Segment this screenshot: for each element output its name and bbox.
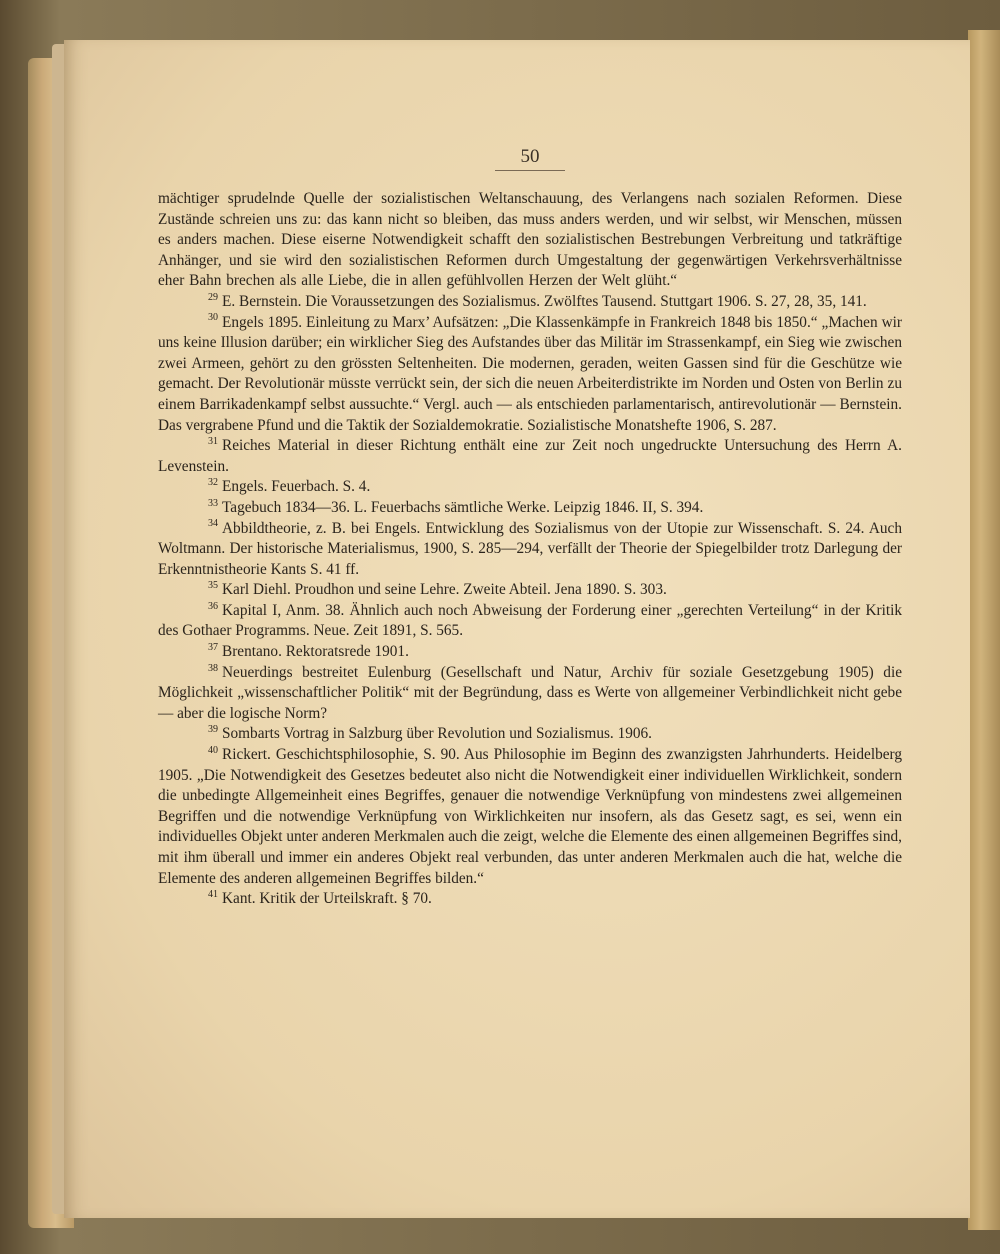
footnote-text: Kapital I, Anm. 38. Ähnlich auch noch Abweisung der Forderung einer „gerechten Verteilung“ in der Kritik des Gothaer Programms. Neue. Zeit 1891, S. 565. (158, 601, 902, 640)
footnote-number: 38 (208, 662, 218, 674)
footnote-number: 33 (208, 497, 218, 509)
footnote-41 (158, 889, 902, 910)
footnote-31 (158, 436, 902, 477)
footnote-text: E. Bernstein. Die Voraussetzungen des Sozialismus. Zwölftes Tausend. Stuttgart 1906. S. 27, 28, 35, 141. (222, 292, 867, 310)
footnote-number: 32 (208, 477, 218, 489)
footnote-text: Sombarts Vortrag in Salzburg über Revolution und Sozialismus. 1906. (222, 725, 652, 743)
footnote-29 (158, 292, 902, 313)
footnote-33 (158, 498, 902, 519)
footnote-text: Kant. Kritik der Urteilskraft. § 70. (222, 890, 432, 908)
footnote-32 (158, 477, 902, 498)
footnote-number: 35 (208, 580, 218, 592)
footnote-37 (158, 642, 902, 663)
footnote-number: 40 (208, 744, 218, 756)
footnote-number: 34 (208, 518, 218, 530)
footnote-number: 31 (208, 436, 218, 448)
footnote-40 (158, 745, 902, 889)
footnote-text: Reiches Material in dieser Richtung enthält eine zur Zeit noch ungedruckte Untersuchung des Herrn A. Levenstein. (158, 437, 902, 475)
page-number-rule (495, 170, 565, 171)
continuation-paragraph: mächtiger sprudelnde Quelle der sozialistischen Weltanschauung, des Verlangens nach sozialen Reformen. Diese Zustände schreien uns zu: das kann nicht so bleiben, das muss anders werden, und wir selbst, wir Menschen, müssen es anders machen. Diese eiserne Notwendigkeit schafft den sozialistischen Bestrebungen Verbreitung und tatkräftige Anhänger, und sie wird den sozialistischen Reformen durch Umgestaltung der gegenwärtigen Verkehrsverhältnisse eher Bahn brechen als alle Liebe, die in allen gefühlvollen Herzen der Welt glüht.“ (158, 190, 902, 290)
footnote-number: 36 (208, 600, 218, 612)
footnote-text: Engels. Feuerbach. S. 4. (222, 478, 371, 496)
footnote-number: 30 (208, 312, 218, 324)
text-block (158, 60, 902, 910)
footnote-text: Neuerdings bestreitet Eulenburg (Gesellschaft und Natur, Archiv für soziale Gesetzgebung 1905) die Möglichkeit „wissenschaftlicher Politik“ mit der Begründung, dass es Werte von allgemeiner Verbindlichkeit nicht gebe — aber die logische Norm? (158, 663, 902, 722)
footnote-39 (158, 724, 902, 745)
footnote-38 (158, 663, 902, 725)
footnote-number: 39 (208, 724, 218, 736)
footnote-35 (158, 580, 902, 601)
footnote-number: 41 (208, 889, 218, 901)
footnote-30 (158, 313, 902, 437)
footnote-text: Karl Diehl. Proudhon und seine Lehre. Zweite Abteil. Jena 1890. S. 303. (222, 581, 667, 599)
page-number: 50 (520, 146, 540, 167)
footnote-text: Abbildtheorie, z. B. bei Engels. Entwicklung des Sozialismus von der Utopie zur Wissenschaft. S. 24. Auch Woltmann. Der historische Materialismus, 1900, S. 285—294, verfällt der Theorie der Spiegelbilder trotz Darlegung der Erkenntnistheorie Kants S. 41 ff. (158, 519, 902, 578)
footnote-number: 37 (208, 641, 218, 653)
facing-page-edge (968, 30, 1000, 1230)
footnote-text: Tagebuch 1834—36. L. Feuerbachs sämtliche Werke. Leipzig 1846. II, S. 394. (222, 498, 704, 516)
footnote-text: Engels 1895. Einleitung zu Marx’ Aufsätzen: „Die Klassenkämpfe in Frankreich 1848 bis 1850.“ „Machen wir uns keine Illusion darüber; ein wirklicher Sieg des Aufstandes über das Militär im Strassenkampf, ein Sieg wie zwischen zwei Armeen, gehört zu den grössten Seltenheiten. Die modernen, geraden, weiten Gassen sind für die Geschütze wie gemacht. Der Revolutionär müsste verrückt sein, der sich die neuen Arbeiterdistrikte im Norden und Osten von Berlin zu einem Barrikadenkampf selbst aussuchte.“ Vergl. auch — als entschieden parlamentarisch, antirevolutionär — Bernstein. Das vergrabene Pfund und die Taktik der Sozialdemokratie. Sozialistische Monatshefte 1906, S. 287. (158, 313, 902, 434)
footnote-36 (158, 601, 902, 642)
footnote-text: Brentano. Rektoratsrede 1901. (222, 643, 409, 661)
footnote-34 (158, 519, 902, 581)
footnote-number: 29 (208, 291, 218, 303)
footnote-text: Rickert. Geschichtsphilosophie, S. 90. Aus Philosophie im Beginn des zwanzigsten Jahrhunderts. Heidelberg 1905. „Die Notwendigkeit des Gesetzes bedeutet also nicht die Notwendigkeit einer individuellen Wirklichkeit, sondern die unbedingte Allgemeinheit eines Begriffes, genauer die notwendige Verknüpfung von mindestens zwei allgemeinen Begriffen und die notwendige Verknüpfung von Wirklichkeiten nur insofern, als das Gesetz sagt, es sei, wenn ein individuelles Objekt unter anderen Merkmalen auch die zeigt, welche die Elemente des einen allgemeinen Begriffes sind, mit ihm überall und immer ein anderes Objekt real verbunden, das unter anderen Merkmalen auch die hat, welche die Elemente des anderen allgemeinen Begriffes bilden.“ (158, 746, 902, 887)
